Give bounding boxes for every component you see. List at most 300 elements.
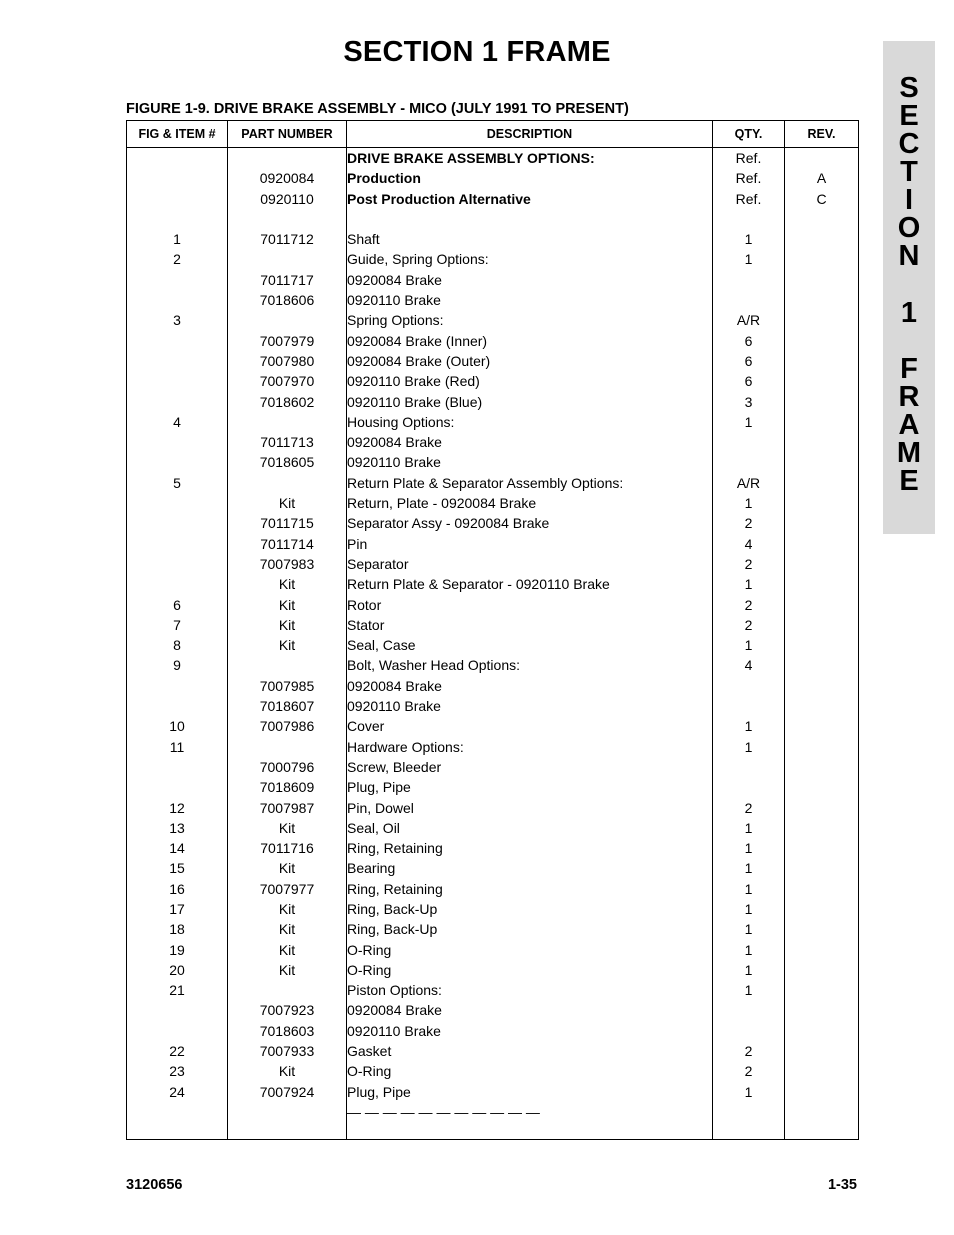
description-cell: 0920110 Brake (Blue)	[347, 392, 713, 412]
part-number-cell: 7011717	[228, 270, 347, 290]
rev-cell	[785, 534, 859, 554]
fig-item-cell: 23	[127, 1061, 228, 1081]
qty-cell	[713, 270, 785, 290]
part-number-cell: 7011714	[228, 534, 347, 554]
section-side-tab	[883, 41, 935, 534]
table-row	[127, 960, 859, 980]
table-row	[127, 696, 859, 716]
table-row	[127, 716, 859, 736]
description-cell: O-Ring	[347, 960, 713, 980]
part-number-cell: 7018602	[228, 392, 347, 412]
qty-cell: 1	[713, 919, 785, 939]
table-row	[127, 737, 859, 757]
rev-cell	[785, 432, 859, 452]
table-row	[127, 757, 859, 777]
rev-cell	[785, 696, 859, 716]
fig-item-cell	[127, 168, 228, 188]
qty-cell: 1	[713, 899, 785, 919]
part-number-cell: 7007977	[228, 879, 347, 899]
rev-cell	[785, 716, 859, 736]
qty-cell	[713, 777, 785, 797]
fig-item-cell: 20	[127, 960, 228, 980]
rev-cell	[785, 270, 859, 290]
table-row	[127, 980, 859, 1000]
part-number-cell: 7007923	[228, 1000, 347, 1020]
table-row	[127, 148, 859, 169]
qty-cell: 2	[713, 1061, 785, 1081]
rev-cell	[785, 676, 859, 696]
description-cell: 0920084 Brake	[347, 676, 713, 696]
fig-item-cell: 21	[127, 980, 228, 1000]
side-tab-letter: I	[904, 184, 914, 216]
fig-item-cell: 12	[127, 798, 228, 818]
rev-cell	[785, 1021, 859, 1041]
side-tab-letter: E	[899, 100, 919, 132]
fig-item-cell	[127, 757, 228, 777]
rev-cell	[785, 473, 859, 493]
fig-item-cell: 4	[127, 412, 228, 432]
description-cell: Spring Options:	[347, 310, 713, 330]
fig-item-cell	[127, 189, 228, 209]
part-number-cell: 7000796	[228, 757, 347, 777]
part-number-cell: Kit	[228, 493, 347, 513]
part-number-cell: 7007979	[228, 331, 347, 351]
filler-cell	[713, 1122, 785, 1139]
table-row	[127, 676, 859, 696]
rev-cell	[785, 392, 859, 412]
qty-cell: 4	[713, 534, 785, 554]
qty-cell: 2	[713, 513, 785, 533]
part-number-cell: 7007924	[228, 1082, 347, 1102]
description-cell: Return Plate & Separator Assembly Options:	[347, 473, 713, 493]
qty-cell	[713, 696, 785, 716]
qty-cell: 1	[713, 716, 785, 736]
qty-cell	[713, 676, 785, 696]
rev-cell	[785, 655, 859, 675]
fig-item-cell: 5	[127, 473, 228, 493]
table-row	[127, 249, 859, 269]
table-row	[127, 899, 859, 919]
table-row	[127, 595, 859, 615]
qty-cell: 1	[713, 838, 785, 858]
rev-cell	[785, 209, 859, 229]
part-number-cell: 7018606	[228, 290, 347, 310]
description-cell: Bolt, Washer Head Options:	[347, 655, 713, 675]
fig-item-cell: 9	[127, 655, 228, 675]
table-row	[127, 270, 859, 290]
fig-item-cell	[127, 493, 228, 513]
qty-cell: 2	[713, 1041, 785, 1061]
fig-item-cell: 17	[127, 899, 228, 919]
description-cell: 0920110 Brake	[347, 452, 713, 472]
side-tab-letter: F	[900, 353, 918, 385]
table-row	[127, 452, 859, 472]
rev-cell: C	[785, 189, 859, 209]
description-cell: Hardware Options:	[347, 737, 713, 757]
description-cell: 0920110 Brake (Red)	[347, 371, 713, 391]
description-cell: Pin	[347, 534, 713, 554]
table-row	[127, 635, 859, 655]
qty-cell	[713, 290, 785, 310]
table-row	[127, 534, 859, 554]
fig-item-cell: 15	[127, 858, 228, 878]
table-row	[127, 798, 859, 818]
column-header-rev: REV.	[785, 121, 859, 148]
table-row	[127, 229, 859, 249]
rev-cell	[785, 351, 859, 371]
part-number-cell: Kit	[228, 574, 347, 594]
qty-cell: 1	[713, 858, 785, 878]
side-tab-letter: M	[896, 437, 922, 469]
part-number-cell	[228, 473, 347, 493]
qty-cell: 1	[713, 980, 785, 1000]
description-cell: Production	[347, 168, 713, 188]
part-number-cell	[228, 249, 347, 269]
description-cell: 0920084 Brake	[347, 432, 713, 452]
fig-item-cell: 13	[127, 818, 228, 838]
fig-item-cell	[127, 432, 228, 452]
qty-cell: 1	[713, 737, 785, 757]
table-row	[127, 310, 859, 330]
description-cell: Cover	[347, 716, 713, 736]
rev-cell	[785, 858, 859, 878]
qty-cell: 1	[713, 229, 785, 249]
table-row	[127, 919, 859, 939]
column-header-fig-item: FIG & ITEM #	[127, 121, 228, 148]
part-number-cell: 7011713	[228, 432, 347, 452]
table-header-row	[127, 121, 859, 148]
side-tab-letter: C	[898, 128, 920, 160]
part-number-cell	[228, 310, 347, 330]
part-number-cell: 7011715	[228, 513, 347, 533]
part-number-cell: Kit	[228, 615, 347, 635]
qty-cell	[713, 452, 785, 472]
table-row	[127, 412, 859, 432]
description-cell: Guide, Spring Options:	[347, 249, 713, 269]
description-cell: 0920084 Brake	[347, 1000, 713, 1020]
part-number-cell: 7007986	[228, 716, 347, 736]
table-row	[127, 1082, 859, 1102]
part-number-cell	[228, 1102, 347, 1122]
table-row	[127, 371, 859, 391]
qty-cell: 2	[713, 595, 785, 615]
qty-cell: 2	[713, 615, 785, 635]
qty-cell: Ref.	[713, 168, 785, 188]
part-number-cell: 7007985	[228, 676, 347, 696]
description-cell: Return Plate & Separator - 0920110 Brake	[347, 574, 713, 594]
table-row	[127, 209, 859, 229]
description-cell: Rotor	[347, 595, 713, 615]
description-cell: 0920110 Brake	[347, 696, 713, 716]
description-cell: Seal, Oil	[347, 818, 713, 838]
part-number-cell: 7018607	[228, 696, 347, 716]
table-row	[127, 1021, 859, 1041]
part-number-cell: Kit	[228, 919, 347, 939]
qty-cell: Ref.	[713, 189, 785, 209]
description-cell: Ring, Back-Up	[347, 919, 713, 939]
rev-cell	[785, 452, 859, 472]
part-number-cell: 7007970	[228, 371, 347, 391]
side-tab-letter: O	[897, 212, 921, 244]
part-number-cell: 0920110	[228, 189, 347, 209]
rev-cell	[785, 757, 859, 777]
fig-item-cell	[127, 534, 228, 554]
part-number-cell: 7018603	[228, 1021, 347, 1041]
part-number-cell: 7011712	[228, 229, 347, 249]
description-cell: 0920110 Brake	[347, 290, 713, 310]
qty-cell: 6	[713, 331, 785, 351]
description-cell: Plug, Pipe	[347, 1082, 713, 1102]
table-filler-row	[127, 1122, 859, 1139]
description-cell: Separator	[347, 554, 713, 574]
rev-cell	[785, 290, 859, 310]
description-cell: 0920110 Brake	[347, 1021, 713, 1041]
parts-table-body	[127, 148, 859, 1140]
rev-cell	[785, 1041, 859, 1061]
part-number-cell: Kit	[228, 899, 347, 919]
table-row	[127, 615, 859, 635]
qty-cell: 1	[713, 818, 785, 838]
qty-cell: Ref.	[713, 148, 785, 169]
filler-cell	[228, 1122, 347, 1139]
table-row	[127, 331, 859, 351]
fig-item-cell	[127, 1021, 228, 1041]
description-cell: — — — — — — — — — — —	[347, 1102, 713, 1122]
rev-cell	[785, 818, 859, 838]
table-row	[127, 351, 859, 371]
qty-cell: 2	[713, 798, 785, 818]
side-tab-letter: R	[898, 381, 920, 413]
part-number-cell	[228, 737, 347, 757]
description-cell: Housing Options:	[347, 412, 713, 432]
qty-cell: 2	[713, 554, 785, 574]
table-row	[127, 473, 859, 493]
filler-cell	[785, 1122, 859, 1139]
table-row	[127, 168, 859, 188]
rev-cell	[785, 879, 859, 899]
side-tab-letter: A	[898, 409, 920, 441]
fig-item-cell: 10	[127, 716, 228, 736]
rev-cell	[785, 371, 859, 391]
fig-item-cell	[127, 209, 228, 229]
page-number: 1-35	[827, 1177, 857, 1193]
rev-cell	[785, 574, 859, 594]
table-row	[127, 432, 859, 452]
figure-title: FIGURE 1-9. DRIVE BRAKE ASSEMBLY - MICO (JULY 1991 TO PRESENT)	[126, 101, 629, 117]
fig-item-cell	[127, 331, 228, 351]
rev-cell	[785, 229, 859, 249]
part-number-cell	[228, 148, 347, 169]
fig-item-cell: 2	[127, 249, 228, 269]
description-cell: Bearing	[347, 858, 713, 878]
table-row	[127, 513, 859, 533]
fig-item-cell	[127, 513, 228, 533]
description-cell: Piston Options:	[347, 980, 713, 1000]
part-number-cell	[228, 980, 347, 1000]
table-row	[127, 290, 859, 310]
rev-cell	[785, 838, 859, 858]
rev-cell	[785, 1061, 859, 1081]
qty-cell: 1	[713, 249, 785, 269]
description-cell: O-Ring	[347, 1061, 713, 1081]
description-cell: Separator Assy - 0920084 Brake	[347, 513, 713, 533]
column-header-qty: QTY.	[713, 121, 785, 148]
parts-table	[126, 120, 859, 1140]
fig-item-cell	[127, 777, 228, 797]
table-row	[127, 858, 859, 878]
table-row	[127, 1041, 859, 1061]
part-number-cell: Kit	[228, 858, 347, 878]
description-cell: 0920084 Brake (Outer)	[347, 351, 713, 371]
rev-cell	[785, 412, 859, 432]
rev-cell	[785, 310, 859, 330]
part-number-cell: 7018605	[228, 452, 347, 472]
qty-cell: 6	[713, 371, 785, 391]
table-row	[127, 392, 859, 412]
qty-cell: A/R	[713, 473, 785, 493]
qty-cell: 1	[713, 412, 785, 432]
table-row	[127, 554, 859, 574]
description-cell: DRIVE BRAKE ASSEMBLY OPTIONS:	[347, 148, 713, 169]
qty-cell	[713, 209, 785, 229]
filler-cell	[127, 1122, 228, 1139]
rev-cell	[785, 737, 859, 757]
part-number-cell: 7007933	[228, 1041, 347, 1061]
description-cell: Return, Plate - 0920084 Brake	[347, 493, 713, 513]
rev-cell	[785, 777, 859, 797]
table-row	[127, 574, 859, 594]
qty-cell	[713, 1102, 785, 1122]
part-number-cell: Kit	[228, 940, 347, 960]
part-number-cell	[228, 209, 347, 229]
description-cell: 0920084 Brake (Inner)	[347, 331, 713, 351]
rev-cell	[785, 798, 859, 818]
table-row	[127, 1000, 859, 1020]
qty-cell: 6	[713, 351, 785, 371]
fig-item-cell	[127, 574, 228, 594]
table-row	[127, 493, 859, 513]
rev-cell	[785, 595, 859, 615]
fig-item-cell	[127, 1000, 228, 1020]
qty-cell: 1	[713, 635, 785, 655]
description-cell: Ring, Retaining	[347, 879, 713, 899]
rev-cell	[785, 493, 859, 513]
filler-cell	[347, 1122, 713, 1139]
fig-item-cell: 22	[127, 1041, 228, 1061]
side-tab-letter: E	[899, 465, 919, 497]
part-number-cell: 7018609	[228, 777, 347, 797]
part-number-cell: 7007987	[228, 798, 347, 818]
qty-cell: 1	[713, 960, 785, 980]
fig-item-cell	[127, 1102, 228, 1122]
description-cell: Seal, Case	[347, 635, 713, 655]
qty-cell	[713, 1000, 785, 1020]
rev-cell	[785, 554, 859, 574]
qty-cell: 1	[713, 940, 785, 960]
side-tab-letter: S	[899, 72, 919, 104]
description-cell	[347, 209, 713, 229]
qty-cell	[713, 432, 785, 452]
fig-item-cell	[127, 371, 228, 391]
description-cell: Post Production Alternative	[347, 189, 713, 209]
table-row	[127, 1102, 859, 1122]
fig-item-cell	[127, 351, 228, 371]
qty-cell: A/R	[713, 310, 785, 330]
fig-item-cell	[127, 270, 228, 290]
part-number-cell: 7007980	[228, 351, 347, 371]
table-row	[127, 940, 859, 960]
qty-cell: 1	[713, 879, 785, 899]
fig-item-cell: 18	[127, 919, 228, 939]
part-number-cell: Kit	[228, 595, 347, 615]
rev-cell	[785, 1082, 859, 1102]
rev-cell	[785, 249, 859, 269]
fig-item-cell: 16	[127, 879, 228, 899]
description-cell: Screw, Bleeder	[347, 757, 713, 777]
fig-item-cell: 24	[127, 1082, 228, 1102]
qty-cell: 1	[713, 493, 785, 513]
rev-cell	[785, 615, 859, 635]
part-number-cell: Kit	[228, 635, 347, 655]
section-title: SECTION 1 FRAME	[343, 36, 611, 68]
part-number-cell: Kit	[228, 1061, 347, 1081]
part-number-cell	[228, 412, 347, 432]
document-number: 3120656	[126, 1177, 183, 1193]
description-cell: Ring, Back-Up	[347, 899, 713, 919]
rev-cell	[785, 919, 859, 939]
rev-cell	[785, 1000, 859, 1020]
rev-cell	[785, 148, 859, 169]
rev-cell	[785, 960, 859, 980]
fig-item-cell: 1	[127, 229, 228, 249]
fig-item-cell: 6	[127, 595, 228, 615]
fig-item-cell	[127, 290, 228, 310]
fig-item-cell	[127, 696, 228, 716]
fig-item-cell: 14	[127, 838, 228, 858]
part-number-cell: 7011716	[228, 838, 347, 858]
qty-cell: 4	[713, 655, 785, 675]
table-row	[127, 1061, 859, 1081]
rev-cell: A	[785, 168, 859, 188]
description-cell: Stator	[347, 615, 713, 635]
part-number-cell: Kit	[228, 818, 347, 838]
fig-item-cell	[127, 148, 228, 169]
column-header-part-number: PART NUMBER	[228, 121, 347, 148]
fig-item-cell	[127, 452, 228, 472]
part-number-cell: 7007983	[228, 554, 347, 574]
fig-item-cell: 11	[127, 737, 228, 757]
rev-cell	[785, 635, 859, 655]
fig-item-cell: 19	[127, 940, 228, 960]
qty-cell	[713, 1021, 785, 1041]
rev-cell	[785, 1102, 859, 1122]
side-tab-letter: 1	[900, 297, 918, 329]
part-number-cell: 0920084	[228, 168, 347, 188]
side-tab-letter: N	[898, 240, 920, 272]
rev-cell	[785, 940, 859, 960]
description-cell: Plug, Pipe	[347, 777, 713, 797]
fig-item-cell: 3	[127, 310, 228, 330]
table-row	[127, 655, 859, 675]
fig-item-cell	[127, 554, 228, 574]
description-cell: Pin, Dowel	[347, 798, 713, 818]
qty-cell: 1	[713, 574, 785, 594]
rev-cell	[785, 980, 859, 1000]
fig-item-cell	[127, 676, 228, 696]
qty-cell: 1	[713, 1082, 785, 1102]
table-row	[127, 838, 859, 858]
column-header-description: DESCRIPTION	[347, 121, 713, 148]
